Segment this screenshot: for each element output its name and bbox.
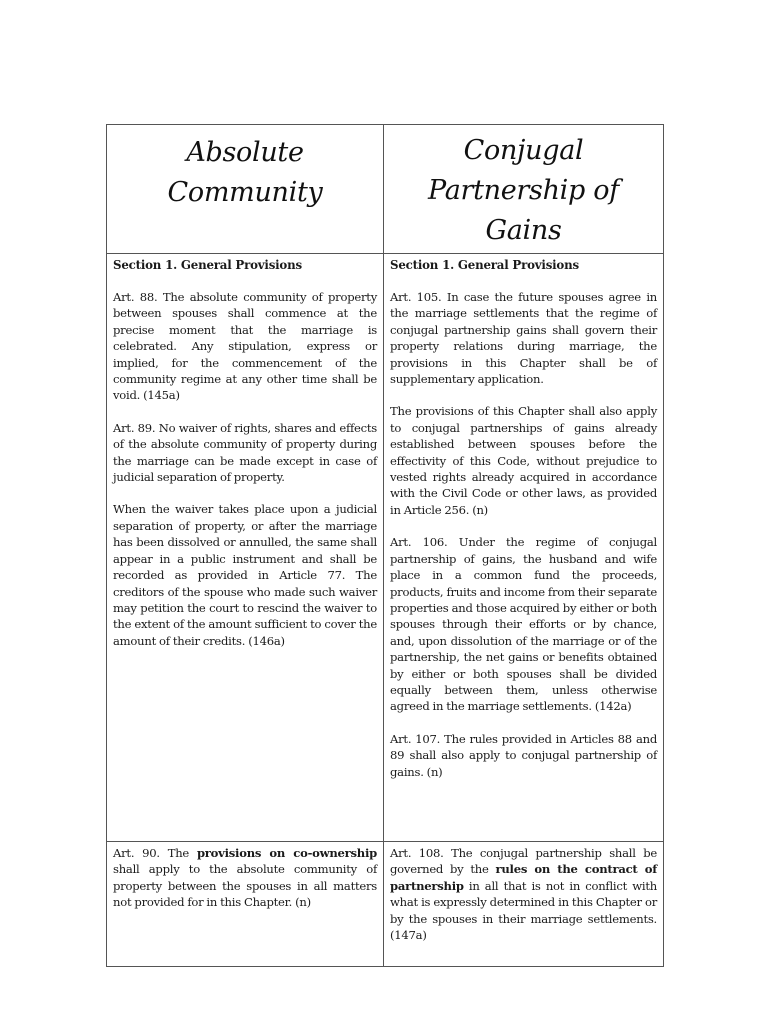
conjugal-partnership-title: Conjugal Partnership of Gains [428, 135, 619, 246]
article-106-text: Art. 106. Under the regime of conjugal partnership of gains, the husband and wife place in a common fund the proceeds, products, fruits and income from their separate properties and those acquired by either or both spouses through their efforts or by chance, and, upon dissolution of the marriage or of the partnership, the net gains or benefits obtained by either or both spouses shall be divided equally between them, unless otherwise agreed in the marriage settlements. (142a) [390, 535, 657, 714]
article-90-post: shall apply to the absolute community of property between the spouses in all matters not provided for in this Chapter. (n) [113, 862, 377, 910]
article-89-text: Art. 89. No waiver of rights, shares and effects of the absolute community of property during the marriage can be made except in case of judicial separation of property. [113, 420, 377, 485]
section2-row [107, 842, 664, 967]
waiver-paragraph: When the waiver takes place upon a judicial separation of property, or after the marriage has been dissolved or annulled, the same shall appear in a public instrument and shall be recorded as provided in Article 77. The creditors of the spouse who made such waiver may petition the court to rescind the waiver to the extent of the amount sufficient to cover the amount of their credits. (146a) [113, 502, 377, 648]
section1-right-cell [384, 254, 664, 842]
section2-left-cell [107, 842, 384, 967]
section1-left-cell [107, 254, 384, 842]
article-90-pre: Art. 90. The [113, 846, 197, 860]
article-105-text: Art. 105. In case the future spouses agree in the marriage settlements that the regime of conjugal partnership gains shall govern their property relations during marriage, the provisions in this Chapter shall be of supplementary application. [390, 290, 657, 387]
section1-row [107, 254, 664, 842]
comparison-table [106, 124, 664, 967]
article-107-text: Art. 107. The rules provided in Articles 88 and 89 shall also apply to conjugal partnership of gains. (n) [390, 731, 657, 779]
article-90-text [113, 845, 377, 911]
article-108-post: in all that is not in conflict with what is expressly determined in this Chapter or by the spouses in their marriage settlements. (147a) [390, 878, 657, 943]
article-108-bold: rules on the contract of partnership [390, 862, 658, 893]
provisions-paragraph: The provisions of this Chapter shall also apply to conjugal partnerships of gains already established between spouses before the effectivity of this Code, without prejudice to vested rights already acquired in accordance with the Civil Code or other laws, as provided in Article 256. (n) [390, 404, 657, 517]
article-88-text: Art. 88. The absolute community of property between spouses shall commence at the precise moment that the marriage is celebrated. Any stipulation, express or implied, for the commencement of the community regime at any other time shall be void. (145a) [113, 290, 377, 403]
article-108-text [390, 845, 657, 943]
header-row [107, 125, 664, 254]
section-heading: Section 1. General Provisions [390, 258, 579, 272]
article-108-pre: Art. 108. The conjugal partnership shall be governed by the [390, 846, 657, 877]
header-cell-right [384, 125, 664, 254]
section2-right-cell [384, 842, 664, 967]
section-heading: Section 1. General Provisions [113, 258, 302, 272]
article-90-bold: provisions on co-ownership [196, 846, 377, 860]
header-cell-left [107, 125, 384, 254]
absolute-community-title: Absolute Community [167, 137, 323, 208]
